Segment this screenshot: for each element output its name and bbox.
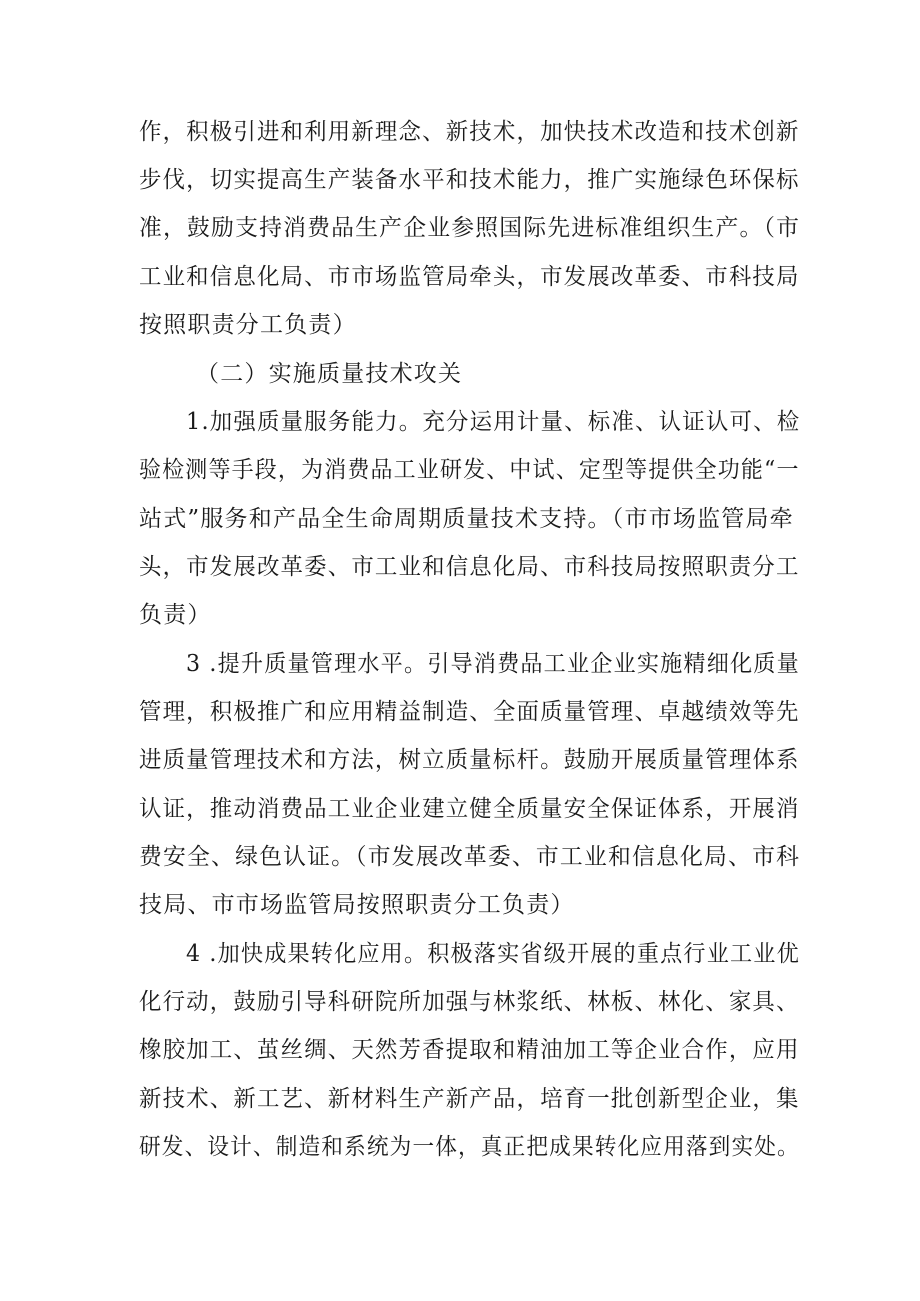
text-line: 头，市发展改革委、市工业和信息化局、市科技局按照职责分工: [139, 554, 800, 580]
paragraph-first-line: 3 .提升质量管理水平。引导消费品工业企业实施精细化质量: [186, 651, 800, 677]
text-line: 负责）: [139, 602, 212, 628]
text-line: 工业和信息化局、市市场监管局牵头，市发展改革委、市科技局: [139, 264, 800, 290]
text-line: 费安全、绿色认证。（市发展改革委、市工业和信息化局、市科: [139, 844, 801, 870]
text-line: 准，鼓励支持消费品生产企业参照国际先进标准组织生产。（市: [139, 215, 801, 241]
text-line: 技局、市市场监管局按照职责分工负责）: [139, 892, 575, 918]
text-line: 验检测等手段，为消费品工业研发、中试、定型等提供全功能“一: [139, 457, 800, 483]
section-heading: （二）实施质量技术攻关: [196, 361, 463, 387]
paragraph-first-line: 1.加强质量服务能力。充分运用计量、标准、认证认可、检: [186, 409, 801, 435]
text-line: 进质量管理技术和方法，树立质量标杆。鼓励开展质量管理体系: [139, 747, 800, 773]
text-line: 按照职责分工负责）: [139, 312, 357, 338]
text-line: 作，积极引进和利用新理念、新技术，加快技术改造和技术创新: [139, 119, 800, 145]
text-line: 管理，积极推广和应用精益制造、全面质量管理、卓越绩效等先: [139, 699, 800, 725]
text-line: 研发、设计、制造和系统为一体，真正把成果转化应用落到实处。: [139, 1134, 800, 1160]
text-line: 步伐，切实提高生产装备水平和技术能力，推广实施绿色环保标: [139, 167, 800, 193]
text-line: 新技术、新工艺、新材料生产新产品，培育一批创新型企业，集: [139, 1086, 800, 1112]
paragraph-first-line: 4 .加快成果转化应用。积极落实省级开展的重点行业工业优: [186, 941, 800, 967]
text-line: 橡胶加工、茧丝绸、天然芳香提取和精油加工等企业合作，应用: [139, 1037, 800, 1063]
text-line: 化行动，鼓励引导科研院所加强与林浆纸、林板、林化、家具、: [139, 989, 800, 1015]
text-line: 站式”服务和产品全生命周期质量技术支持。（市市场监管局牵: [139, 506, 794, 532]
text-line: 认证，推动消费品工业企业建立健全质量安全保证体系，开展消: [139, 796, 800, 822]
